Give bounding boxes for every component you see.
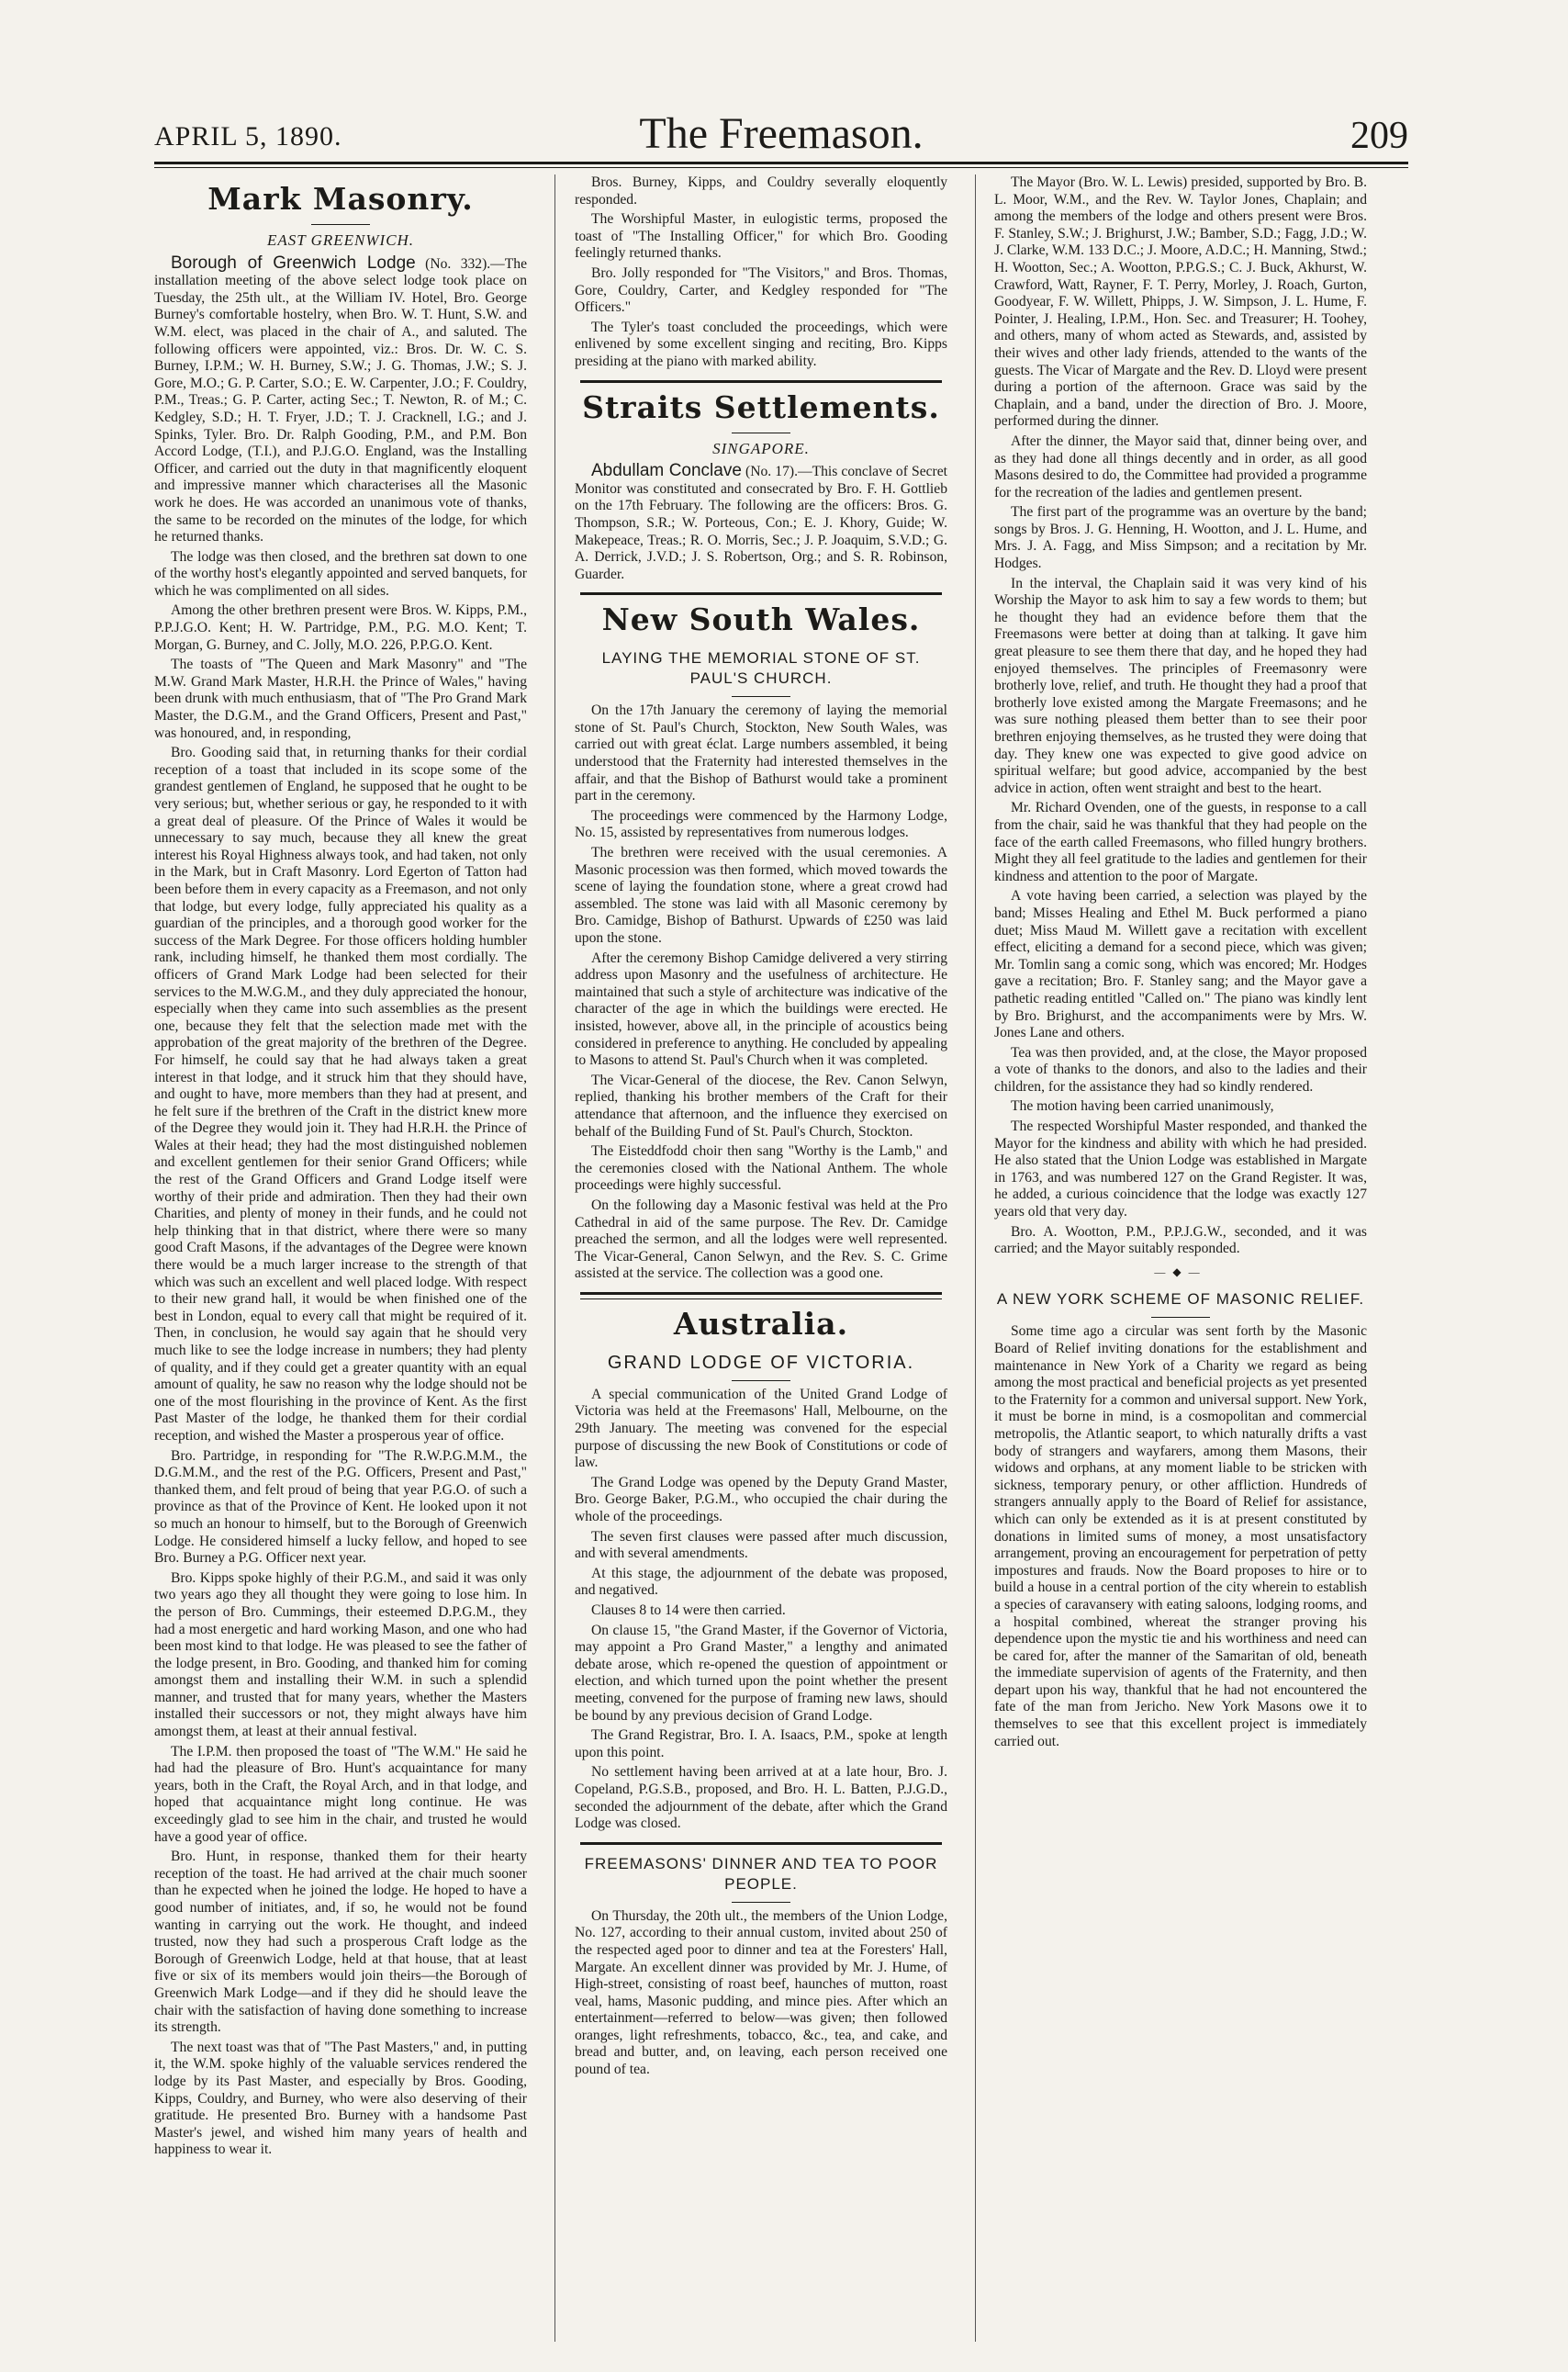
issue-date: APRIL 5, 1890. bbox=[154, 121, 342, 152]
paragraph: The motion having been carried unanimously, bbox=[1011, 1098, 1274, 1115]
paragraph: After the dinner, the Mayor said that, dinner being over, and as they had done all things decently and in order, as all good Masons desired to do, the Committee had provided a programme for the recreation of the ladies and gentlemen present. bbox=[994, 433, 1367, 500]
short-rule bbox=[732, 696, 790, 697]
lead-text: (No. 332).—The installation meeting of the above select lodge took place on Tuesday, the 25th ult., at the William IV. Hotel, Bro. George Burney's comfortable hostelry, when Bro. W. T. Hunt, S.W. and W.M. elect, was placed in the chair of A., and saluted. The following officers were appointed, viz.: Bros. Dr. W. C. S. Burney, I.P.M.; W. H. Burney, S.W.; J. G. Thomas, J.W.; S. J. Gore, M.O.; G. P. Carter, S.O.; E. W. Carpenter, J.O.; F. Couldry, P.M., Treas.; G. P. Carter, acting Sec.; T. Newton, R. of M.; C. Kedgley, S.D.; H. T. Fryer, J.D.; T. J. Cracknell, I.G.; and J. Spinks, Tyler. Bro. Dr. Ralph Gooding, P.M., and P.M. Bon Accord Lodge, (T.I.), and P.J.G.O. England, was the Installing Officer, and carried out the duty in that magnificently eloquent and impressive manner which characterises all the Masonic work he does. He was accorded an unanimous vote of thanks, the same to be recorded on the minutes of the lodge, for which he returned thanks. bbox=[154, 255, 527, 545]
paragraph: The Eisteddfodd choir then sang "Worthy is the Lamb," and the ceremonies closed with the National Anthem. The whole proceedings were highly successful. bbox=[575, 1143, 947, 1194]
column-divider bbox=[975, 174, 976, 2342]
paragraph: The lodge was then closed, and the brethren sat down to one of the worthy host's elegantly appointed and served banquets, for which he was complimented on all sides. bbox=[154, 548, 527, 599]
paragraph: The Mayor (Bro. W. L. Lewis) presided, supported by Bro. B. L. Moor, W.M., and the Rev. W. Taylor Jones, Chaplain; and among the members of the lodge and others present were Bros. F. Stanley, S.W.; J. Brighurst, J.W.; Bamber, S.D.; Fagg, J.D.; W. J. Clarke, W.M. 133 D.C.; J. Moore, A.D.C.; H. Manning, Stwd.; H. Wootton, Sec.; A. Wootton, P.P.G.S.; C. J. Buck, Akhurst, W. Crawford, Watt, Rayner, F. T. Perry, Morley, J. Roach, Gurton, Goodyear, F. W. Willett, Phipps, J. W. Simpson, J. L. Hume, F. Pointer, J. Healing, I.P.M., Hon. Sec. and Treasurer; H. Toohey, and others, many of whom acted as Stewards, and, assisted by their wives and other lady friends, attended to the wants of the guests. The Vicar of Margate and the Rev. D. Lloyd were present during a portion of the afternoon. Grace was said by the Chaplain, and a band, under the direction of Bro. J. Moore, performed during the dinner. bbox=[994, 174, 1367, 430]
paragraph: The Worshipful Master, in eulogistic terms, proposed the toast of "The Installing Officer," for which Bro. Gooding feelingly returned thanks. bbox=[575, 211, 947, 262]
masthead-rule-thin bbox=[154, 167, 1408, 168]
paragraph: Bros. Burney, Kipps, and Couldry severally eloquently responded. bbox=[575, 174, 947, 208]
short-rule bbox=[732, 1380, 790, 1381]
lodge-report-lead bbox=[154, 255, 527, 546]
section-rule-thin bbox=[580, 1298, 942, 1299]
section-rule bbox=[580, 1292, 942, 1295]
paragraph: The I.P.M. then proposed the toast of "The W.M." He said he had had the pleasure of Bro. Hunt's acquaintance for many years, both in the Craft, the Royal Arch, and in that lodge, and hoped that acquaintance might long continue. He was exceedingly glad to see him in the chair, and trusted he would have a good year of office. bbox=[154, 1743, 527, 1845]
section-heading-mark-masonry: Mark Masonry. bbox=[207, 181, 474, 217]
paragraph: Bro. Gooding said that, in returning thanks for their cordial reception of a toast that included in its scope some of the grandest gentlemen of England, he supposed that he ought to be very serious; but, whether serious or gay, he responded to it with a great deal of pleasure. Of the Prince of Wales it would be unnecessary to say much, because they all knew the great interest his Royal Highness always took, and had taken, not only in the Mark, but in Craft Masonry. Lord Egerton of Tatton had been before them in every capacity as a Freemason, and not only that lodge, but every lodge, fully appreciated his quality as a guardian of the principles, and a thorough good worker for the success of the Mark Degree. For those officers holding humbler rank, including himself, he thanked them most cordially. The officers of Grand Mark Lodge had been selected for their services to the M.W.G.M., and they duly appreciated the honour, especially when they came into such assemblies as the present one, because they felt that the selection made met with the approbation of the great majority of the brethren of the Degree. For himself, he could say that he had always taken a great interest in that lodge, and it struck him that they should have, and ought to have, more members than they had at present, and he felt sure if the brethren of the Craft in the district knew more of the Degree they would join it. They had H.R.H. the Prince of Wales at their head; they had the most distinguished noblemen and excellent gentlemen for their senior Grand Officers; while the rest of the Grand Officers and Grand Lodge itself were worthy of their pride and admiration. Then they had their own Charities, and plenty of money in their funds, and he could not help thinking that in that district, where there were so many good Craft Masons, if the advantages of the Degree were known there would be a much larger increase to the strength of that which was such an excellent and well placed lodge. With respect to their new grand hall, it would be when finished one of the best in London, equal to every call that might be required of it. Then, in conclusion, he would say again that he should very much like to see the lodge increase in numbers; they had plenty of quality, and if they could get a greater quantity with an equal amount of quality, he saw no reason why the lodge should not be one of the most flourishing in the province of Kent. As the first Past Master of the lodge, he thanked them for their cordial reception, and wished the Master a prosperous year of office. bbox=[154, 745, 527, 1444]
section-heading-straits: Straits Settlements. bbox=[582, 388, 940, 425]
paragraph: No settlement having been arrived at at a late hour, Bro. J. Copeland, P.G.S.B., proposed, and Bro. H. L. Batten, P.J.G.D., seconded the adjournment of the debate, after which the Grand Lodge was closed. bbox=[575, 1764, 947, 1832]
paragraph: After the ceremony Bishop Camidge delivered a very stirring address upon Masonry and the usefulness of architecture. He maintained that such a style of architecture was indicative of the character of the age in which the buildings were erected. He insisted, however, above all, in the principle of acoustics being considered in preference to anything. He concluded by appealing to Masons to attend St. Paul's Church when it was completed. bbox=[575, 950, 947, 1069]
short-rule bbox=[1151, 1317, 1210, 1318]
dateline-singapore: SINGAPORE. bbox=[712, 439, 810, 457]
paragraph: Among the other brethren present were Bros. W. Kipps, P.M., P.P.J.G.O. Kent; H. W. Partridge, P.M., P.G. M.O. Kent; T. Morgan, G. Burney, and C. Jolly, M.O. 226, P.P.G.O. Kent. bbox=[154, 602, 527, 653]
column-3 bbox=[994, 174, 1367, 2342]
column-2 bbox=[575, 174, 947, 2342]
paragraph: Bro. Kipps spoke highly of their P.G.M., and said it was only two years ago they all thought they were going to lose him. In the person of Bro. Cummings, their esteemed D.P.G.M., they had a most energetic and hard working Mason, and one who had been most kind to that lodge. He was pleased to see the father of the lodge present, in Bro. Gooding, and thanked him for coming amongst them and installing their W.M. in such a splendid manner, and trusted that for many years, whether the Masters installed their successors or not, they might always have him amongst them, at least at their annual festival. bbox=[154, 1569, 527, 1740]
paragraph: On the following day a Masonic festival was held at the Pro Cathedral in aid of the same purpose. The Rev. Dr. Camidge preached the sermon, and all the lodges were well represented. The Vicar-General, Canon Selwyn, and the Rev. S. C. Grime assisted at the service. The collection was a good one. bbox=[575, 1197, 947, 1282]
masthead bbox=[154, 108, 1408, 162]
dateline-east-greenwich: EAST GREENWICH. bbox=[266, 231, 415, 249]
masthead-rule bbox=[154, 162, 1408, 164]
paragraph: On the 17th January the ceremony of laying the memorial stone of St. Paul's Church, Stockton, New South Wales, was carried out with great éclat. Large numbers assembled, it being understood that the Fraternity had interested themselves in the affair, and that the Bishop of Bathurst would take a prominent part in the ceremony. bbox=[575, 703, 947, 804]
section-rule bbox=[580, 592, 942, 595]
section-rule bbox=[580, 380, 942, 383]
paragraph: The proceedings were commenced by the Harmony Lodge, No. 15, assisted by representatives from numerous lodges. bbox=[575, 807, 947, 841]
subheading-new-york-relief: A NEW YORK SCHEME OF MASONIC RELIEF. bbox=[996, 1290, 1365, 1309]
newspaper-title: The Freemason. bbox=[639, 109, 924, 158]
short-rule bbox=[732, 1902, 790, 1903]
paragraph: The respected Worshipful Master responded, and thanked the Mayor for the kindness and ability with which he had presided. He also stated that the Union Lodge was established in Margate in 1763, and was numbered 127 on the Grand Register. It was, he added, a curious coincidence that the lodge was exactly 127 years old that very day. bbox=[994, 1119, 1367, 1220]
paragraph: The Grand Lodge was opened by the Deputy Grand Master, Bro. George Baker, P.G.M., who occupied the chair during the whole of the proceedings. bbox=[575, 1474, 947, 1525]
paragraph: Tea was then provided, and, at the close, the Mayor proposed a vote of thanks to the donors, and also to the ladies and their children, for the assistance they had so kindly rendered. bbox=[994, 1044, 1367, 1095]
paragraph: The Vicar-General of the diocese, the Rev. Canon Selwyn, replied, thanking his brother members of the Craft for their attendance that afternoon, and the influence they exercised on behalf of the Building Fund of St. Paul's Church, Stockton. bbox=[575, 1072, 947, 1140]
paragraph: A vote having been carried, a selection was played by the band; Misses Healing and Ethel M. Buck performed a piano duet; Miss Maud M. Willett gave a recitation with excellent effect, eliciting a demand for a second piece, which was given; Mr. Tomlin sang a comic song, which was encored; Mr. Hodges gave a recitation; Bro. F. Stanley sang; and the Mayor gave a pathetic reading entitled "Called on." The piano was kindly lent by Bro. Brighurst, and the accompaniments were by Mrs. W. Jones Lane and others. bbox=[994, 888, 1367, 1041]
short-rule bbox=[311, 224, 370, 225]
section-heading-australia: Australia. bbox=[673, 1305, 849, 1342]
subheading-memorial-stone: LAYING THE MEMORIAL STONE OF ST. PAUL'S CHURCH. bbox=[601, 649, 921, 688]
paragraph: The brethren were received with the usual ceremonies. A Masonic procession was then formed, which moved towards the scene of laying the foundation stone, where a great crowd had assembled. The stone was laid with all Masonic ceremony by Bro. Camidge, Bishop of Bathurst. Upwards of £250 was laid upon the stone. bbox=[575, 845, 947, 946]
paragraph: Some time ago a circular was sent forth by the Masonic Board of Relief inviting donations for the establishment and maintenance in New York of a Charity we regard as being among the most practical and beneficial projects as yet presented to the Fraternity for a common and universal support. New York, it must be borne in mind, is a cosmopolitan and commercial metropolis, the Atlantic seaport, to which naturally drifts a vast body of strangers and wayfarers, among them Masons, their widows and orphans, at any moment liable to be stricken with sickness, temporary penury, or other affliction. Hundreds of strangers annually apply to the Board of Relief for assistance, which can only be extended as it is at present constituted by donations in limited sums of money, a most unsatisfactory arrangement, proving an encouragement for perpetration of petty impostures and frauds. Now the Board proposes to hire or to build a house in a central portion of the city wherein to establish a species of caravansery with eating saloons, lodging rooms, and a hospital combined, whereat the stranger proving his dependence upon the mystic tie and his worthiness and need can be cared for, after the manner of the Samaritan of old, beneath the immediate supervision of agents of the Fraternity, and then depart upon his way, thankful that he had not encountered the fate of the man from Jericho. New York Masons owe it to themselves to see that this excellent project is immediately carried out. bbox=[994, 1323, 1367, 1749]
paragraph: The Grand Registrar, Bro. I. A. Isaacs, P.M., spoke at length upon this point. bbox=[575, 1727, 947, 1760]
paragraph: A special communication of the United Grand Lodge of Victoria was held at the Freemasons' Hall, Melbourne, on the 29th January. The meeting was convened for the especial purpose of discussing the new Book of Constitutions or code of law. bbox=[575, 1386, 947, 1471]
paragraph: Clauses 8 to 14 were then carried. bbox=[591, 1602, 786, 1618]
column-divider bbox=[554, 174, 555, 2342]
paragraph: The next toast was that of "The Past Masters," and, in putting it, the W.M. spoke highly of the valuable services rendered the lodge by its Past Master, and especially by Bros. Gooding, Kipps, Couldry, and Burney, who were also deserving of their gratitude. He presented Bro. Burney with a handsome Past Master's jewel, and wished him many years of health and happiness to wear it. bbox=[154, 2039, 527, 2158]
section-rule bbox=[580, 1842, 942, 1845]
paragraph: At this stage, the adjournment of the debate was proposed, and negatived. bbox=[575, 1565, 947, 1599]
page-number: 209 bbox=[1350, 115, 1408, 157]
paragraph: On Thursday, the 20th ult., the members of the Union Lodge, No. 127, according to their annual custom, invited about 250 of the respected aged poor to dinner and tea at the Foresters' Hall, Margate. An excellent dinner was provided by Mr. J. Hume, of High-street, consisting of roast beef, haunches of mutton, roast veal, hams, Masonic pudding, and mince pies. After which an entertainment—referred to below—was given; then followed oranges, light refreshments, tobacco, &c., tea, and cake, and bread and butter, and, on leaving, each person received one pound of tea. bbox=[575, 1907, 947, 2078]
paragraph: In the interval, the Chaplain said it was very kind of his Worship the Mayor to ask him to say a few words to them; but he thought they had an evidence before them that the Freemasons were better at doing than at talking. It gave him great pleasure to see them there that day, and he hoped they had enjoyed themselves. The principles of Freemasonry were brotherly love, relief, and truth. He thought they had a proof that brotherly love existed among the Margate Freemasons; and he was sure nothing pleased them better than to see their poor brethren enjoying themselves, as he trusted they were doing that day. They knew one was expected to give good advice on spiritual welfare; but good advice, accompanied by the best advice in action, often went straight and best to the heart. bbox=[994, 575, 1367, 796]
ornament-divider: —◆— bbox=[1154, 1265, 1207, 1278]
lead-text: (No. 17).—This conclave of Secret Monitor was constituted and consecrated by Bro. F. H. Gottlieb on the 17th February. The following are the officers: Bros. G. Thompson, S.R.; W. Porteous, Con.; E. J. Khory, Guide; W. Makepeace, Treas.; R. O. Morris, Sec.; J. P. Joaquim, S.V.D.; G. A. Derrick, J.V.D.; J. S. Robertson, Org.; and S. R. Robinson, Guarder. bbox=[575, 464, 947, 582]
subheading-grand-lodge-victoria: GRAND LODGE OF VICTORIA. bbox=[607, 1352, 915, 1373]
paragraph: The Tyler's toast concluded the proceedings, which were enlivened by some excellent singing and reciting, Bro. Kipps presiding at the piano with marked ability. bbox=[575, 319, 947, 369]
paragraph: Bro. Partridge, in responding for "The R.W.P.G.M.M., the D.G.M.M., and the rest of the P.G. Officers, Present and Past," thanked them, and felt proud of being that year P.G.O. of such a province as that of the Province of Kent. He looked upon it not so much an honour to himself, but to the Borough of Greenwich Lodge. He considered himself a lucky fellow, and hoped to see Bro. Burney a P.G. Officer next year. bbox=[154, 1447, 527, 1567]
lodge-report-lead bbox=[575, 463, 947, 583]
lodge-name: Borough of Greenwich Lodge bbox=[171, 253, 416, 273]
paragraph: Bro. A. Wootton, P.M., P.P.J.G.W., seconded, and it was carried; and the Mayor suitably responded. bbox=[994, 1223, 1367, 1257]
paragraph: The first part of the programme was an overture by the band; songs by Bros. J. G. Henning, H. Wootton, and J. L. Hume, and Mrs. J. A. Fagg, and Miss Simpson; and a recitation by Mr. Hodges. bbox=[994, 504, 1367, 572]
column-1 bbox=[154, 174, 527, 2342]
paragraph: Bro. Hunt, in response, thanked them for their hearty reception of the toast. He had arrived at the chair much sooner than he expected when he joined the lodge. He hoped to have a good number of initiates, and, if so, he would not be found wanting in carrying out the work. He thought, and indeed trusted, now they had such a prosperous Craft lodge as the Borough of Greenwich Lodge, held at that house, that at least five or six of its members would join theirs—the Borough of Greenwich Mark Lodge—and if they did he should leave the chair with the satisfaction of having done something to increase its strength. bbox=[154, 1849, 527, 2036]
section-heading-nsw: New South Wales. bbox=[601, 601, 921, 638]
paragraph: Mr. Richard Ovenden, one of the guests, in response to a call from the chair, said he was thankful that they had people on the face of the earth called Freemasons, who filled hungry brothers. Might they all feel gratitude to the ladies and gentlemen for their kindness and attention to the poor of Margate. bbox=[994, 800, 1367, 884]
paragraph: On clause 15, "the Grand Master, if the Governor of Victoria, may appoint a Pro Grand Master," a lengthy and animated debate arose, which re-opened the question of appointment or election, and which turned upon the point whether the present meeting, convened for the purpose of framing new laws, should be bound by any previous decision of Grand Lodge. bbox=[575, 1622, 947, 1724]
paragraph: The toasts of "The Queen and Mark Masonry" and "The M.W. Grand Mark Master, H.R.H. the Prince of Wales," having been drunk with much enthusiasm, that of "The Pro Grand Mark Master, the D.G.M., and the Grand Officers, Present and Past," was honoured, and, in responding, bbox=[154, 657, 527, 741]
lodge-name: Abdullam Conclave bbox=[591, 461, 742, 481]
paragraph: The seven first clauses were passed after much discussion, and with several amendments. bbox=[575, 1528, 947, 1562]
subheading-dinner-and-tea: FREEMASONS' DINNER AND TEA TO POOR PEOPLE. bbox=[584, 1854, 938, 1893]
paragraph: Bro. Jolly responded for "The Visitors," and Bros. Thomas, Gore, Couldry, Carter, and Kedgley responded for "The Officers." bbox=[575, 264, 947, 316]
